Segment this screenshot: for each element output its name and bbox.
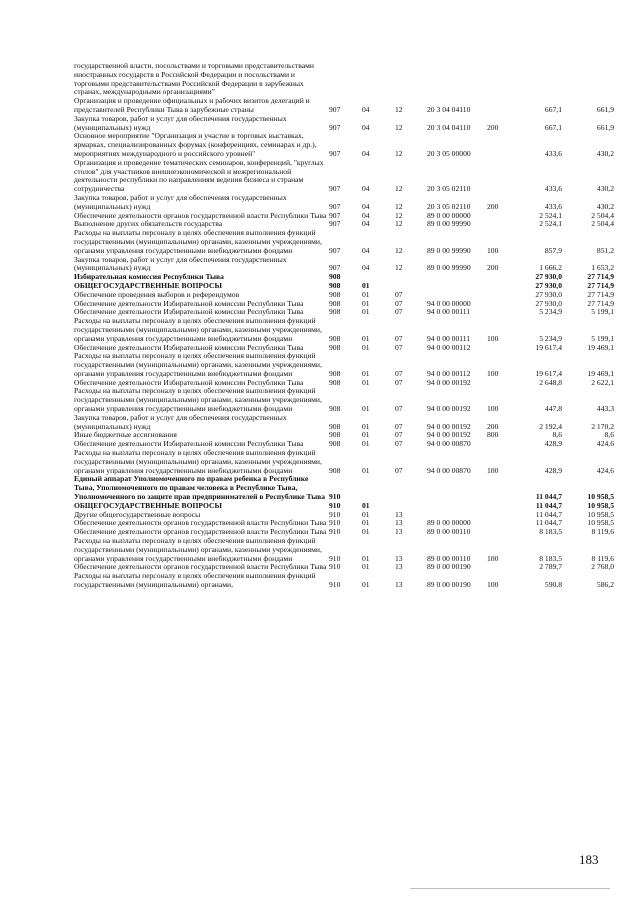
row-target-article: 94 0 00 00111 bbox=[427, 307, 471, 317]
row-description: Обеспечение деятельности органов государственной власти Республики Тыва bbox=[74, 210, 327, 220]
row-description: Обеспечение деятельности Избирательной комиссии Республики Тыва bbox=[74, 298, 304, 308]
row-amount-plan: 5 234,9 bbox=[539, 307, 562, 317]
row-amount-plan: 11 044,7 bbox=[535, 492, 562, 502]
row-description: Расходы на выплаты персоналу в целях обеспечения выполнения функций государственными (муниципальными) органами, bbox=[74, 571, 316, 590]
row-description: Обеспечение деятельности Избирательной комиссии Республики Тыва bbox=[74, 439, 304, 449]
row-department-code: 910 bbox=[329, 553, 341, 563]
row-expense-type bbox=[487, 273, 517, 282]
row-section-code: 01 bbox=[362, 298, 370, 308]
row-subsection-code: 12 bbox=[395, 201, 403, 211]
row-amount-plan: 27 930,0 bbox=[535, 298, 562, 308]
row-target-article: 94 0 00 00111 bbox=[427, 333, 471, 343]
row-amount-plan: 11 044,7 bbox=[535, 500, 562, 510]
row-description: Закупка товаров, работ и услуг для обеспечения государственных (муниципальных) нужд bbox=[74, 412, 287, 431]
row-description: Закупка товаров, работ и услуг для обеспечения государственных (муниципальных) нужд bbox=[74, 113, 287, 132]
row-target-article: 94 0 00 00192 bbox=[427, 377, 471, 387]
table-row bbox=[74, 62, 614, 97]
row-amount-plan: 590,8 bbox=[544, 580, 562, 590]
row-expense-type bbox=[487, 62, 517, 97]
row-amount-plan: 11 044,7 bbox=[535, 518, 562, 528]
row-expense-type: 200 bbox=[487, 421, 499, 431]
row-department-code: 910 bbox=[329, 580, 341, 590]
row-expense-type: 100 bbox=[487, 465, 499, 475]
row-description: Расходы на выплаты персоналу в целях обеспечения выполнения функций государственными (муниципальными) органами, казенными учреждениями, органами управления государственными внебюджетными фондами bbox=[74, 536, 322, 563]
row-expense-type bbox=[487, 300, 517, 309]
row-section-code: 04 bbox=[362, 245, 370, 255]
row-target-article: 94 0 00 00870 bbox=[427, 465, 471, 475]
row-subsection-code: 07 bbox=[395, 377, 403, 387]
row-description: Расходы на выплаты персоналу в целях обеспечения выполнения функций государственными (муниципальными) органами, казенными учреждениями, органами управления государственными внебюджетными фондами bbox=[74, 228, 322, 255]
row-amount-actual: 851,2 bbox=[596, 245, 614, 255]
row-amount-plan: 2 192,4 bbox=[539, 421, 562, 431]
row-description: Другие общегосударственные вопросы bbox=[74, 509, 201, 519]
row-amount-actual: 27 714,9 bbox=[587, 289, 614, 299]
row-department-code: 908 bbox=[329, 439, 341, 449]
row-subsection-code: 12 bbox=[395, 104, 403, 114]
row-section-code: 04 bbox=[362, 219, 370, 229]
row-target-article: 89 0 00 00110 bbox=[427, 527, 471, 537]
row-target-article: 89 0 00 00190 bbox=[427, 580, 471, 590]
row-amount-actual: 2 768,0 bbox=[591, 562, 614, 572]
row-amount-plan: 428,9 bbox=[544, 465, 562, 475]
row-amount-plan bbox=[517, 62, 562, 97]
row-department-code: 908 bbox=[329, 368, 341, 378]
row-amount-actual: 8 119,6 bbox=[591, 527, 614, 537]
row-subsection-code: 12 bbox=[395, 184, 403, 194]
row-section-code: 04 bbox=[362, 201, 370, 211]
row-amount-plan: 8 183,5 bbox=[539, 553, 562, 563]
row-amount-actual: 2 504,4 bbox=[591, 219, 614, 229]
table-row bbox=[74, 256, 614, 274]
row-target-article: 89 0 00 00000 bbox=[427, 518, 471, 528]
row-amount-plan: 27 930,0 bbox=[535, 272, 562, 282]
row-target-article: 89 0 00 00190 bbox=[427, 562, 471, 572]
row-amount-actual: 10 958,5 bbox=[587, 500, 614, 510]
table-row bbox=[74, 132, 614, 158]
row-amount-actual: 661,9 bbox=[596, 122, 614, 132]
row-department-code: 910 bbox=[329, 527, 341, 537]
row-department-code: 907 bbox=[329, 104, 341, 114]
row-expense-type bbox=[487, 502, 517, 511]
row-subsection-code: 07 bbox=[395, 289, 403, 299]
row-section-code: 01 bbox=[362, 289, 370, 299]
row-subsection-code: 13 bbox=[395, 527, 403, 537]
row-expense-type bbox=[487, 282, 517, 291]
row-description: ОБЩЕГОСУДАРСТВЕННЫЕ ВОПРОСЫ bbox=[74, 280, 222, 290]
row-subsection-code: 12 bbox=[395, 263, 403, 273]
row-target-article: 89 0 00 00000 bbox=[427, 210, 471, 220]
row-subsection-code: 07 bbox=[395, 333, 403, 343]
row-target-article: 94 0 00 00000 bbox=[427, 298, 471, 308]
row-department-code: 910 bbox=[329, 518, 341, 528]
row-expense-type bbox=[487, 511, 517, 520]
row-description: Обеспечение деятельности органов государственной власти Республики Тыва bbox=[74, 518, 327, 528]
row-description: Обеспечение деятельности Избирательной комиссии Республики Тыва bbox=[74, 342, 304, 352]
row-expense-type bbox=[487, 440, 517, 449]
table-row bbox=[74, 115, 614, 133]
row-amount-actual: 27 714,9 bbox=[587, 272, 614, 282]
row-amount-plan: 27 930,0 bbox=[535, 280, 562, 290]
row-department-code: 908 bbox=[329, 430, 341, 440]
row-amount-actual: 2 622,1 bbox=[591, 377, 614, 387]
row-department-code: 908 bbox=[329, 404, 341, 414]
row-section-code: 01 bbox=[362, 280, 370, 290]
row-subsection-code bbox=[395, 475, 427, 501]
row-department-code: 907 bbox=[329, 148, 341, 158]
row-description: Расходы на выплаты персоналу в целях обеспечения выполнения функций государственными (муниципальными) органами, казенными учреждениями, органами управления государственными внебюджетными фондами bbox=[74, 448, 322, 475]
row-subsection-code: 13 bbox=[395, 580, 403, 590]
table-row bbox=[74, 387, 614, 413]
row-department-code: 907 bbox=[329, 245, 341, 255]
row-section-code: 01 bbox=[362, 562, 370, 572]
row-subsection-code: 13 bbox=[395, 553, 403, 563]
row-target-article bbox=[427, 62, 487, 97]
row-department-code: 907 bbox=[329, 219, 341, 229]
row-section-code: 01 bbox=[362, 430, 370, 440]
row-amount-plan: 19 617,4 bbox=[535, 368, 562, 378]
row-target-article: 94 0 00 00192 bbox=[427, 421, 471, 431]
row-amount-plan: 433,6 bbox=[544, 184, 562, 194]
row-amount-plan: 667,1 bbox=[544, 104, 562, 114]
row-target-article bbox=[427, 475, 487, 501]
row-amount-plan: 11 044,7 bbox=[535, 509, 562, 519]
row-target-article: 94 0 00 00112 bbox=[427, 368, 471, 378]
row-amount-plan: 667,1 bbox=[544, 122, 562, 132]
row-amount-plan: 447,8 bbox=[544, 404, 562, 414]
row-description: Обеспечение деятельности Избирательной комиссии Республики Тыва bbox=[74, 307, 304, 317]
row-description: Расходы на выплаты персоналу в целях обеспечения выполнения функций государственными (муниципальными) органами, казенными учреждениями, органами управления государственными внебюджетными фондами bbox=[74, 386, 322, 414]
row-amount-actual: 8,6 bbox=[604, 430, 614, 440]
row-amount-actual: 27 714,9 bbox=[587, 298, 614, 308]
row-department-code: 908 bbox=[329, 289, 341, 299]
row-description: Расходы на выплаты персоналу в целях обеспечения выполнения функций государственными (муниципальными) органами, казенными учреждениями, органами управления государственными внебюджетными фондами bbox=[74, 351, 322, 378]
row-expense-type: 800 bbox=[487, 430, 499, 440]
row-subsection-code: 07 bbox=[395, 404, 403, 414]
row-amount-plan: 27 930,0 bbox=[535, 289, 562, 299]
row-subsection-code: 07 bbox=[395, 342, 403, 352]
row-subsection-code bbox=[395, 273, 427, 282]
table-row bbox=[74, 352, 614, 378]
row-expense-type: 100 bbox=[487, 580, 499, 590]
row-section-code: 01 bbox=[362, 509, 370, 519]
row-amount-plan: 19 617,4 bbox=[535, 342, 562, 352]
row-amount-actual: 430,2 bbox=[596, 201, 614, 211]
row-section-code: 04 bbox=[362, 148, 370, 158]
row-description: Обеспечение деятельности органов государственной власти Республики Тыва bbox=[74, 527, 327, 537]
row-expense-type bbox=[487, 519, 517, 528]
row-subsection-code: 07 bbox=[395, 307, 403, 317]
table-row bbox=[74, 414, 614, 432]
row-section-code: 04 bbox=[362, 210, 370, 220]
row-target-article: 94 0 00 00870 bbox=[427, 439, 471, 449]
row-section-code: 01 bbox=[362, 465, 370, 475]
row-expense-type bbox=[487, 212, 517, 221]
row-section-code: 01 bbox=[362, 527, 370, 537]
row-amount-actual: 661,9 bbox=[596, 104, 614, 114]
row-expense-type bbox=[487, 475, 517, 501]
row-section-code: 01 bbox=[362, 518, 370, 528]
row-description: государственной власти, посольствами и торговыми представительствами иностранных государств в Российской Федерации и посольствами и торговыми представительствами Российской Федерации в зарубежных странах, международными организациями" bbox=[74, 61, 314, 97]
row-amount-actual: 19 469,1 bbox=[587, 368, 614, 378]
row-description: Основное мероприятие "Организация и участие в торговых выставках, ярмарках, специализированных форумах (конференциях, семинарах и др.), мероприятиях международного и российского уровней" bbox=[74, 131, 317, 158]
row-expense-type bbox=[487, 220, 517, 229]
row-target-article bbox=[427, 502, 487, 511]
row-amount-actual: 10 958,5 bbox=[587, 518, 614, 528]
row-amount-plan: 2 524,1 bbox=[539, 219, 562, 229]
row-section-code: 01 bbox=[362, 500, 370, 510]
row-description: Обеспечение проведения выборов и референдумов bbox=[74, 289, 240, 299]
row-amount-actual: 443,3 bbox=[596, 404, 614, 414]
row-department-code: 908 bbox=[329, 342, 341, 352]
row-expense-type bbox=[487, 291, 517, 300]
row-target-article: 89 0 00 99990 bbox=[427, 245, 471, 255]
row-target-article: 20 3 05 02110 bbox=[427, 201, 471, 211]
scan-artifact-line bbox=[410, 888, 610, 889]
row-department-code: 908 bbox=[329, 272, 341, 282]
row-description: Организация и проведение тематических семинаров, конференций, "круглых столов" для участников внешнеэкономической и межрегиональной деятельности республики по направлениям ведения бизнеса и странам сотрудничества bbox=[74, 157, 324, 194]
row-expense-type: 100 bbox=[487, 404, 499, 414]
row-department-code: 908 bbox=[329, 307, 341, 317]
row-expense-type: 200 bbox=[487, 201, 499, 211]
row-amount-actual: 586,2 bbox=[596, 580, 614, 590]
row-target-article bbox=[427, 282, 487, 291]
row-section-code: 04 bbox=[362, 104, 370, 114]
row-target-article: 94 0 00 00192 bbox=[427, 404, 471, 414]
row-target-article: 89 0 00 00110 bbox=[427, 553, 471, 563]
row-expense-type: 200 bbox=[487, 122, 499, 132]
table-row bbox=[74, 317, 614, 343]
row-description: Организация и проведение официальных и рабочих визитов делегаций и представителей Республики Тыва в зарубежные страны bbox=[74, 96, 310, 114]
table-row bbox=[74, 572, 614, 590]
row-section-code: 01 bbox=[362, 333, 370, 343]
row-subsection-code: 07 bbox=[395, 298, 403, 308]
row-department-code: 910 bbox=[329, 509, 341, 519]
row-subsection-code: 13 bbox=[395, 509, 403, 519]
row-amount-plan: 433,6 bbox=[544, 148, 562, 158]
row-department-code: 907 bbox=[329, 210, 341, 220]
row-expense-type bbox=[487, 344, 517, 353]
row-subsection-code: 07 bbox=[395, 465, 403, 475]
table-row bbox=[74, 475, 614, 501]
row-amount-plan: 1 666,2 bbox=[539, 263, 562, 273]
row-description: Закупка товаров, работ и услуг для обеспечения государственных (муниципальных) нужд bbox=[74, 254, 287, 273]
row-amount-actual: 430,2 bbox=[596, 148, 614, 158]
row-amount-plan: 857,9 bbox=[544, 245, 562, 255]
row-amount-actual: 430,2 bbox=[596, 184, 614, 194]
row-department-code: 908 bbox=[329, 298, 341, 308]
row-expense-type bbox=[487, 563, 517, 572]
row-department-code: 910 bbox=[329, 492, 341, 502]
table-row bbox=[74, 229, 614, 255]
row-subsection-code: 07 bbox=[395, 368, 403, 378]
page-number: 183 bbox=[579, 852, 599, 867]
row-department-code: 908 bbox=[329, 377, 341, 387]
row-amount-actual: 8 119,6 bbox=[591, 553, 614, 563]
row-subsection-code: 07 bbox=[395, 439, 403, 449]
row-amount-plan: 2 789,7 bbox=[539, 562, 562, 572]
row-department-code: 908 bbox=[329, 465, 341, 475]
row-expense-type: 100 bbox=[487, 245, 499, 255]
row-target-article: 20 3 04 04110 bbox=[427, 104, 471, 114]
row-description: ОБЩЕГОСУДАРСТВЕННЫЕ ВОПРОСЫ bbox=[74, 500, 222, 510]
row-amount-plan: 5 234,9 bbox=[539, 333, 562, 343]
row-department-code: 907 bbox=[329, 201, 341, 211]
row-target-article: 89 0 00 99990 bbox=[427, 219, 471, 229]
row-subsection-code: 12 bbox=[395, 148, 403, 158]
table-row bbox=[74, 97, 614, 115]
row-subsection-code: 12 bbox=[395, 122, 403, 132]
row-target-article: 94 0 00 00192 bbox=[427, 430, 471, 440]
row-amount-actual: 2 504,4 bbox=[591, 210, 614, 220]
row-amount-actual: 27 714,9 bbox=[587, 280, 614, 290]
row-amount-plan: 2 524,1 bbox=[539, 210, 562, 220]
table-row bbox=[74, 159, 614, 194]
row-amount-actual: 424,6 bbox=[596, 439, 614, 449]
row-description: Единый аппарат Уполномоченного по правам ребенка в Республике Тыва, Уполномоченного по правам человека в Республике Тыва, Уполномоченного по защите прав предпринимателей в Республике Тыва bbox=[74, 474, 326, 502]
row-subsection-code: 12 bbox=[395, 219, 403, 229]
row-subsection-code: 12 bbox=[395, 245, 403, 255]
table-row bbox=[74, 194, 614, 212]
budget-table bbox=[74, 62, 614, 590]
row-section-code: 01 bbox=[362, 553, 370, 563]
row-amount-actual: 1 653,2 bbox=[591, 263, 614, 273]
row-section-code: 04 bbox=[362, 184, 370, 194]
row-subsection-code: 13 bbox=[395, 518, 403, 528]
row-amount-plan: 2 648,8 bbox=[539, 377, 562, 387]
row-expense-type: 200 bbox=[487, 263, 499, 273]
row-description: Закупка товаров, работ и услуг для обеспечения государственных (муниципальных) нужд bbox=[74, 192, 287, 211]
row-subsection-code: 07 bbox=[395, 421, 403, 431]
row-expense-type bbox=[487, 159, 517, 194]
row-department-code: 908 bbox=[329, 333, 341, 343]
row-department-code: 907 bbox=[329, 184, 341, 194]
row-amount-actual: 19 469,1 bbox=[587, 342, 614, 352]
row-description: Выполнение других обязательств государства bbox=[74, 219, 223, 229]
row-section-code: 01 bbox=[362, 439, 370, 449]
row-department-code bbox=[329, 62, 362, 97]
row-subsection-code: 12 bbox=[395, 210, 403, 220]
table-row bbox=[74, 449, 614, 475]
row-amount-actual: 10 958,5 bbox=[587, 509, 614, 519]
row-section-code: 04 bbox=[362, 122, 370, 132]
row-amount-plan: 428,9 bbox=[544, 439, 562, 449]
row-section-code: 01 bbox=[362, 377, 370, 387]
row-target-article: 89 0 00 99990 bbox=[427, 263, 471, 273]
row-target-article: 20 3 05 02110 bbox=[427, 184, 471, 194]
budget-table-body bbox=[74, 62, 614, 590]
row-department-code: 907 bbox=[329, 263, 341, 273]
row-department-code: 910 bbox=[329, 500, 341, 510]
row-amount-actual bbox=[562, 62, 614, 97]
row-description: Обеспечение деятельности органов государственной власти Республики Тыва bbox=[74, 562, 327, 572]
row-amount-actual: 5 199,1 bbox=[591, 333, 614, 343]
row-amount-plan: 8,6 bbox=[552, 430, 562, 440]
row-description: Обеспечение деятельности Избирательной комиссии Республики Тыва bbox=[74, 377, 304, 387]
row-subsection-code: 13 bbox=[395, 562, 403, 572]
row-section-code: 04 bbox=[362, 263, 370, 273]
row-expense-type: 100 bbox=[487, 333, 499, 343]
row-section-code bbox=[362, 62, 395, 97]
row-expense-type: 100 bbox=[487, 553, 499, 563]
row-subsection-code bbox=[395, 62, 427, 97]
row-description: Избирательная комиссия Республики Тыва bbox=[74, 272, 224, 282]
row-target-article: 94 0 00 00112 bbox=[427, 342, 471, 352]
row-target-article: 20 3 05 00000 bbox=[427, 148, 471, 158]
row-expense-type bbox=[487, 308, 517, 317]
row-amount-actual: 5 199,1 bbox=[591, 307, 614, 317]
table-row bbox=[74, 537, 614, 563]
row-section-code: 01 bbox=[362, 580, 370, 590]
row-amount-plan: 433,6 bbox=[544, 201, 562, 211]
row-section-code: 01 bbox=[362, 404, 370, 414]
row-target-article bbox=[427, 273, 487, 282]
row-amount-actual: 2 170,2 bbox=[591, 421, 614, 431]
row-expense-type bbox=[487, 97, 517, 115]
row-section-code: 01 bbox=[362, 421, 370, 431]
row-department-code: 908 bbox=[329, 421, 341, 431]
row-section-code bbox=[362, 475, 395, 501]
row-amount-plan: 8 183,5 bbox=[539, 527, 562, 537]
row-description: Иные бюджетные ассигнования bbox=[74, 430, 177, 440]
row-section-code: 01 bbox=[362, 368, 370, 378]
row-subsection-code: 07 bbox=[395, 430, 403, 440]
row-target-article: 20 3 04 04110 bbox=[427, 122, 471, 132]
row-section-code: 01 bbox=[362, 307, 370, 317]
row-department-code: 910 bbox=[329, 562, 341, 572]
row-expense-type bbox=[487, 528, 517, 537]
row-expense-type: 100 bbox=[487, 368, 499, 378]
row-department-code: 908 bbox=[329, 280, 341, 290]
row-section-code: 01 bbox=[362, 342, 370, 352]
row-amount-actual: 424,6 bbox=[596, 465, 614, 475]
row-expense-type bbox=[487, 132, 517, 158]
row-expense-type bbox=[487, 379, 517, 388]
row-amount-actual: 10 958,5 bbox=[587, 492, 614, 502]
row-description: Расходы на выплаты персоналу в целях обеспечения выполнения функций государственными (муниципальными) органами, казенными учреждениями, органами управления государственными внебюджетными фондами bbox=[74, 316, 322, 343]
row-department-code: 907 bbox=[329, 122, 341, 132]
